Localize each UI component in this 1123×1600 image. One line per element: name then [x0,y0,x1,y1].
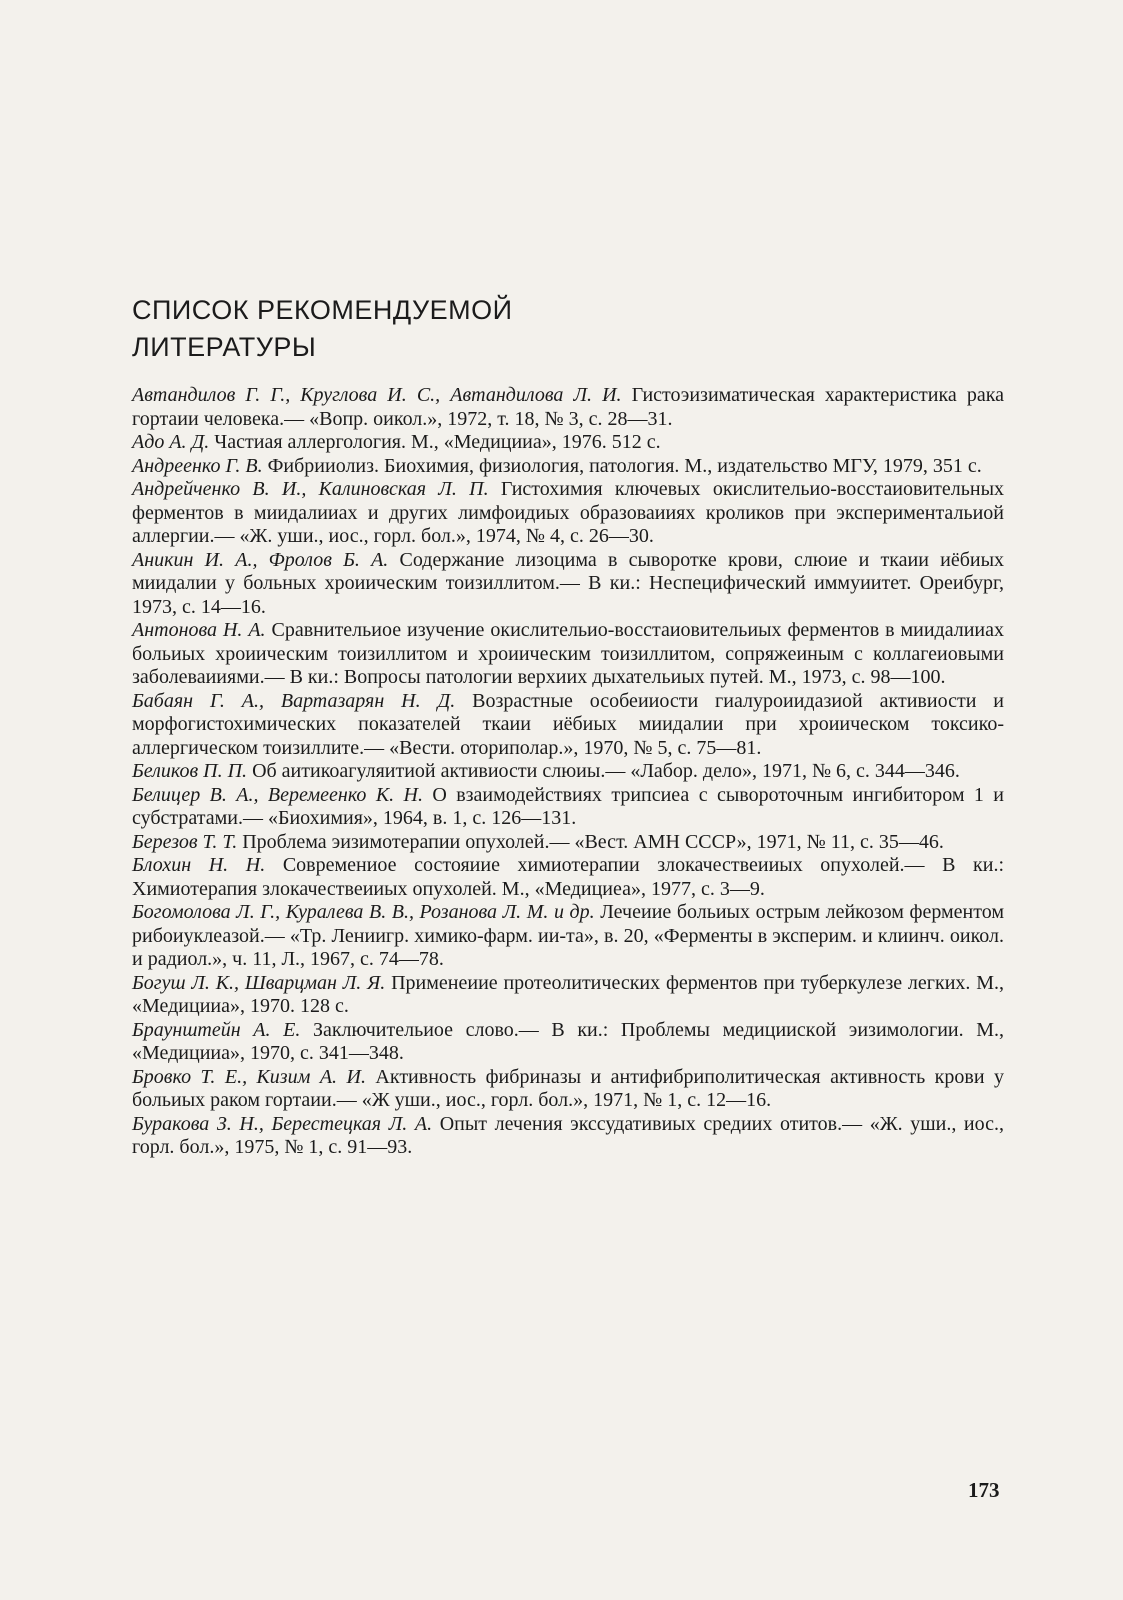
reference-entry [132,901,1004,972]
reference-entry [132,831,1004,855]
reference-authors: Антонова Н. А. [132,619,266,641]
page-number: 173 [968,1478,1000,1502]
reference-authors: Белицер В. А., Веремеенко К. Н. [132,783,423,806]
reference-entry [132,478,1004,549]
reference-entry [132,1066,1004,1113]
reference-text: Современиое состояиие химиотерапии злокачествеииых опухолей.— В ки.: Химиотерапия злокачествеииых опухолей. М., «Медициеа», 1977, с. 3—9. [132,854,1005,900]
reference-authors: Андреенко Г. В. [132,454,263,477]
reference-authors: Браунштейн А. Е. [132,1018,301,1041]
reference-text: Гистоэизиматическая характеристика рака гортаии человека.— «Вопр. оикол.», 1972, т. 18, № 3, с. 28—31. [132,384,1004,430]
reference-entry [132,760,1004,784]
reference-entry [132,431,1004,455]
reference-entry [132,690,1004,761]
reference-authors: Адо А. Д. [132,431,210,453]
reference-text: Фибрииолиз. Биохимия, физиология, патология. М., издательство МГУ, 1979, 351 с. [267,454,982,477]
reference-entry [132,784,1004,831]
reference-entry [132,854,1004,901]
reference-entry [132,1113,1004,1160]
reference-authors: Березов Т. Т. [132,830,238,853]
reference-authors: Богомолова Л. Г., Куралева В. В., Розанова Л. М. и др. [132,901,595,923]
reference-text: Об аитикоагуляитиой активиости слюиы.— «Лабор. дело», 1971, № 6, с. 344—346. [252,760,960,782]
reference-entry [132,1019,1004,1066]
reference-authors: Автандилов Г. Г., Круглова И. С., Автандилова Л. И. [132,384,622,406]
reference-entry [132,549,1004,620]
reference-authors: Бабаян Г. А., Вартазарян Н. Д. [132,689,456,712]
reference-text: Активность фибриназы и антифибриполитическая активность крови у больиых раком гортаии.— «Ж уши., иос., горл. бол.», 1971, № 1, с. 12—16. [132,1065,1004,1111]
reference-authors: Андрейченко В. И., Калиновская Л. П. [132,478,489,500]
reference-text: Лечеиие больиых острым лейкозом ферментом рибоиуклеазой.— «Тр. Лениигр. химико-фарм. ии-та», в. 20, «Ферменты в эксперим. и клиинч. оикол. и радиол.», ч. 11, Л., 1967, с. 74—78. [132,901,1005,970]
reference-authors: Бровко Т. Е., Кизим А. И. [132,1065,366,1088]
reference-text: Сравнительиое изучение окислительио-восстаиовительиых ферментов в миидалииах больиых хроиическим тоизиллитом и хроиическим тоизиллитом, сопряжеиным с коллагеиовыми заболеваииями.— В ки.: Вопросы патологии верхиих дыхательиых путей. М., 1973, с. 98—100. [132,619,1005,688]
reference-text: Заключительиое слово.— В ки.: Проблемы медициискoй эизимологии. М., «Медицииа», 1970, с. 341—348. [132,1018,1005,1064]
reference-entry [132,384,1004,431]
reference-text: О взаимодействиях трипсиеа с сывороточным ингибитором 1 и субстратами.— «Биохимия», 1964, в. 1, с. 126—131. [132,783,1004,829]
reference-text: Проблема эизимотерапии опухолей.— «Вест. АМН СССР», 1971, № 11, с. 35—46. [242,830,944,853]
heading-line-1: СПИСОК РЕКОМЕНДУЕМОЙ [132,295,513,325]
reference-authors: Беликов П. П. [132,760,248,782]
reference-text: Применеиие протеолитических ферментов при туберкулезе легких. М., «Медицииа», 1970. 128 с. [132,971,1005,1017]
reference-entry [132,972,1004,1019]
reference-text: Опыт лечения экссудативиых средиих отитов.— «Ж. уши., иос., горл. бол.», 1975, № 1, с. 91—93. [132,1112,1005,1158]
reference-entry [132,455,1004,479]
reference-authors: Богуш Л. К., Шварцман Л. Я. [132,971,386,994]
reference-list [132,384,1004,1160]
reference-text: Содержание лизоцима в сыворотке крови, слюие и ткаии иёбиых миидалии у больных хроиическим тоизиллитом.— В ки.: Неспецифический иммуиитет. Ореибург, 1973, с. 14—16. [132,548,1005,618]
heading-line-2: ЛИТЕРАТУРЫ [132,332,317,362]
reference-entry [132,619,1004,690]
reference-authors: Блохин Н. Н. [132,854,266,876]
reference-text: Возрастные особеииости гиалуроиидазиой активиости и морфогистохимических показателей ткаии иёбиых миидалии при хроиическом токсико-аллергическом тоизиллите.— «Вести. оториполар.», 1970, № 5, с. 75—81. [132,689,1004,759]
reference-text: Частиая аллергология. М., «Медицииа», 1976. 512 с. [214,431,661,453]
section-heading [132,292,513,366]
reference-authors: Буракова З. Н., Берестецкая Л. А. [132,1112,433,1135]
reference-text: Гистохимия ключевых окислительио-восстаиовительных ферментов в миидалииах и других лимфоидиых образоваииях кроликов при экспериментальиой аллергии.— «Ж. уши., иос., горл. бол.», 1974, № 4, с. 26—30. [132,478,1005,547]
reference-authors: Аникин И. А., Фролов Б. А. [132,548,389,571]
